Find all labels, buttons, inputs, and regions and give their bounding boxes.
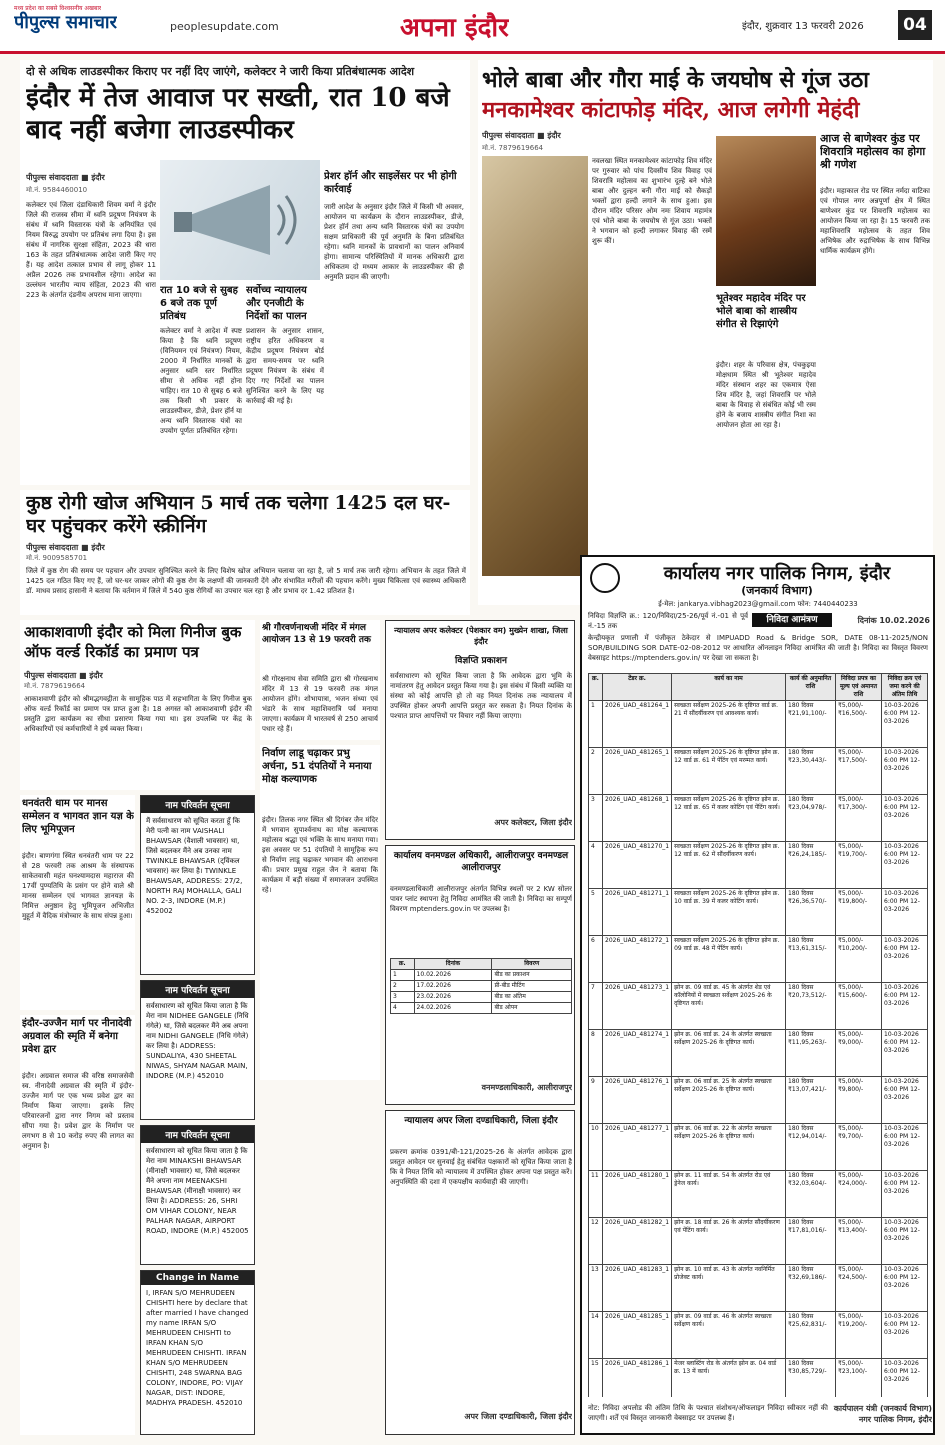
- byline: पीपुल्स संवाददाता ■ इंदौर: [482, 131, 561, 140]
- table-cell: झोन क्र. 06 वार्ड क्र. 24 के अंतर्गत स्वच्छता सर्वेक्षण 2025-26 के दृष्टिगत कार्य।: [672, 1030, 786, 1077]
- story-body: इंदौर। तिलक नगर स्थित श्री दिगंबर जैन मंदिर में भगवान सुपार्श्वनाथ का मोक्ष कल्याणक महोत्सव श्रद्धा एवं भक्ति के साथ मनाया गया। इस अवसर पर 51 दंपतियों ने सामूहिक रूप से निर्वाण लाडू चढ़ाकर भगवान की आराधना की। प्रचार प्रमुख राहुल जैन ने बताया कि कार्यक्रम में बड़ी संख्या में समाजजन उपस्थित रहे।: [262, 816, 378, 894]
- table-cell: 11: [589, 1171, 603, 1218]
- table-cell: स्वच्छता सर्वेक्षण 2025-26 के दृष्टिगत झोन क्र. 12 वार्ड क्र. 61 में पेंटिंग एवं मरम्मत कार्य।: [672, 748, 786, 795]
- story-akashvani: [20, 620, 255, 790]
- notice-heading: नाम परिवर्तन सूचना: [141, 981, 254, 998]
- subhead-court: सर्वोच्च न्यायालय और एनजीटी के निर्देशों का पालन: [246, 285, 307, 322]
- table-cell: 8: [589, 1030, 603, 1077]
- table-cell: मेजर ब्लास्टिंग रोड के अंतर्गत झोन क्र. 04 वार्ड क्र. 13 में कार्य।: [672, 1359, 786, 1398]
- section-title: अपना इंदौर: [400, 13, 509, 43]
- table-header: विवरण: [492, 959, 572, 970]
- story-body: नवलखा स्थित मनकामेश्वर कांटाफोड़ शिव मंदिर पर गुरुवार को पांच दिवसीय शिव विवाह एवं शिवरात्रि महोत्सव का शुभारंभ दूल्हे बने भोले बाबा और दुल्हन बनी गौरा माई को सैकड़ों भक्तों द्वारा हल्दी लगाने के साथ हुआ। इस दौरान मंदिर परिसर ओम नमः शिवाय महामंत्र एवं भोले बाबा के जयघोष से गूंज उठा। भक्तों ने भगवान को हल्दी लगाकर विवाह की रस्में शुरू कीं।: [592, 157, 712, 245]
- table-cell: 10.02.2026: [414, 970, 492, 981]
- tender-date: दिनांक 10.02.2026: [857, 616, 930, 625]
- table-row: [589, 1077, 928, 1124]
- table-cell: बीड ओपन: [492, 1003, 572, 1014]
- table-cell: झोन क्र. 10 वार्ड क्र. 43 के अंतर्गत नवनिर्मित प्रोजेक्ट कार्य।: [672, 1265, 786, 1312]
- table-cell: 180 दिवस ₹30,85,729/-: [786, 1359, 836, 1398]
- tender-title: कार्यालय नगर पालिक निगम, इंदौर: [663, 563, 891, 584]
- table-cell: 2026_UAD_481282_1: [603, 1218, 672, 1265]
- emblem-icon: [590, 563, 620, 593]
- table-header: क्र.: [391, 959, 415, 970]
- tender-banner: निविदा आमंत्रण: [752, 613, 832, 627]
- table-row: [589, 1171, 928, 1218]
- table-cell: 1: [391, 970, 415, 981]
- municipal-tender: [580, 555, 935, 1435]
- table-cell: 10-03-2026 6:00 PM 12-03-2026: [882, 1171, 928, 1218]
- tender-email: ई-मेल: jankarya.vibhag2023@gmail.com फोन: 7440440233: [658, 600, 858, 608]
- table-cell: बीड का अंतिम: [492, 992, 572, 1003]
- story-body: इंदौर। अग्रवाल समाज की वरिष्ठ समाजसेवी स्व. नीनादेवी अग्रवाल की स्मृति में इंदौर-उज्जैन मार्ग पर एक भव्य प्रवेश द्वार का निर्माण किया जाएगा। इसके लिए परिवारजनों द्वारा नगर निगम को प्रस्ताव सौंपा गया है। प्रवेश द्वार के निर्माण पर लगभग 8 से 10 करोड़ रुपए की लागत का अनुमान है।: [22, 1072, 134, 1150]
- table-cell: ₹5,000/- ₹23,100/-: [836, 1359, 882, 1398]
- story-kicker: भोले बाबा और गौरा माई के जयघोष से गूंज उठा: [482, 67, 869, 93]
- story-headline[interactable]: निर्वाण लाडू चढ़ाकर प्रभु अर्चना, 51 दंपतियों ने मनाया मोक्ष कल्याणक: [262, 748, 372, 785]
- table-cell: स्वच्छता सर्वेक्षण 2025-26 के दृष्टिगत झोन क्र. 09 वार्ड क्र. 48 में पेंटिंग कार्य।: [672, 936, 786, 983]
- table-cell: झोन क्र. 18 वार्ड क्र. 26 के अंतर्गत सौंदर्यीकरण एवं पेंटिंग कार्य।: [672, 1218, 786, 1265]
- temple-photo: [482, 156, 588, 576]
- tender-signer: कार्यपालन यंत्री (जनकार्य विभाग) नगर पालिक निगम, इंदौर: [833, 1404, 932, 1424]
- notice-text: सर्वसाधारण को सूचित किया जाता है कि मेरा नाम NIDHEE GANGELE (निधि गंगेले) था, जिसे बदलकर मैंने अब अपना नाम NIDHI GANGELE (निधि गंगेले) कर लिया है। ADDRESS: SUNDALIYA, 430 SHEETAL NIWAS, SHYAM NAGAR MAIN, INDORE (M.P.) 452010: [146, 1002, 249, 1080]
- notice-signature: वनमण्डलाधिकारी, आलीराजपुर: [481, 1083, 572, 1092]
- table-cell: 10-03-2026 6:00 PM 12-03-2026: [882, 936, 928, 983]
- name-change-notice: [140, 795, 255, 975]
- table-row: [589, 842, 928, 889]
- table-cell: 2026_UAD_481272_1: [603, 936, 672, 983]
- table-cell: झोन क्र. 09 वार्ड क्र. 46 के अंतर्गत स्वच्छता सर्वेक्षण कार्य।: [672, 1312, 786, 1359]
- table-cell: 2026_UAD_481271_1: [603, 889, 672, 936]
- tender-table: [588, 673, 928, 1397]
- story-headline[interactable]: इंदौर में तेज आवाज पर सख्ती, रात 10 बजे बाद नहीं बजेगा लाउडस्पीकर: [26, 83, 450, 145]
- table-cell: 10-03-2026 6:00 PM 12-03-2026: [882, 1359, 928, 1398]
- table-row: [391, 1003, 572, 1014]
- table-row: [391, 981, 572, 992]
- table-cell: 1: [589, 701, 603, 748]
- table-cell: स्वच्छता सर्वेक्षण 2025-26 के दृष्टिगत झोन क्र. 10 वार्ड क्र. 39 में कलर कोटिंग कार्य।: [672, 889, 786, 936]
- table-cell: 10-03-2026 6:00 PM 12-03-2026: [882, 842, 928, 889]
- table-cell: 13: [589, 1265, 603, 1312]
- table-cell: 180 दिवस ₹20,73,512/-: [786, 983, 836, 1030]
- table-cell: 180 दिवस ₹26,36,570/-: [786, 889, 836, 936]
- table-cell: ₹5,000/- ₹24,500/-: [836, 1265, 882, 1312]
- story-dhanvantari: [20, 795, 135, 1010]
- story-body: आकाशवाणी इंदौर को श्रीमद्भगवद्गीता के सामूहिक पाठ में सहभागिता के लिए गिनीज बुक ऑफ वर्ल्ड रिकॉर्ड का प्रमाण पत्र प्राप्त हुआ है। 18 अगस्त को आकाशवाणी इंदौर की प्रस्तुति द्वारा कार्यक्रम का सीधा प्रसारण किया गया था। इस उपलब्धि पर केंद्र के अधिकारियों एवं कर्मचारियों ने हर्ष व्यक्त किया।: [24, 695, 252, 733]
- table-row: [391, 992, 572, 1003]
- photo-caption: भूतेश्वर महादेव मंदिर पर भोले बाबा को शास्त्रीय संगीत से रिझाएंगे: [716, 293, 806, 330]
- table-cell: 12: [589, 1218, 603, 1265]
- mobile-number: मो.नं. 9584460010: [26, 186, 88, 194]
- caption-body: इंदौर। शहर के परिवास क्षेत्र, पंचकुइया मोक्षधाम स्थित श्री भूतेश्वर महादेव मंदिर संस्थान शहर का एकमात्र ऐसा शिव मंदिर है, जहां शिवरात्रि पर भोले बाबा के विवाह से संबंधित कोई भी रस्म होने के बजाय शास्त्रीय संगीत निशा का आयोजन होता आ रहा है।: [716, 361, 816, 429]
- notice-body: वनमण्डलाधिकारी आलीराजपुर अंतर्गत विभिन्न स्थलों पर 2 KW सोलर पावर प्लांट स्थापना हेतु निविदा आमंत्रित की जाती है। निविदा का सम्पूर्ण विवरण mptenders.gov.in पर उपलब्ध है।: [390, 885, 572, 913]
- subhead-body: जारी आदेश के अनुसार इंदौर जिले में किसी भी अवसर, आयोजन या कार्यक्रम के दौरान लाउडस्पीकर, डीजे, प्रेशर हॉर्न तथा अन्य ध्वनि विस्तारक यंत्रों का उपयोग सक्षम प्राधिकारी की पूर्व अनुमति के बिना प्रतिबंधित रहेगा। ध्वनि मानकों के प्रावधानों का पालन अनिवार्य होगा। सामान्य परिस्थितियों में मानक अधिकारी द्वारा अधिकतम दो मध्यम आकार के लाउडस्पीकर की ही अनुमति प्रदान की जाएगी।: [324, 203, 464, 281]
- table-row: [589, 1359, 928, 1398]
- table-cell: झोन क्र. 06 वार्ड क्र. 22 के अंतर्गत स्वच्छता सर्वेक्षण 2025-26 के दृष्टिगत कार्य।: [672, 1124, 786, 1171]
- story-body: जिले में कुष्ठ रोग की समय पर पहचान और उपचार सुनिश्चित करने के लिए विशेष खोज अभियान चलाया जा रहा है, जो 5 मार्च तक जारी रहेगा। अभियान के तहत जिले में 1425 दल गठित किए गए हैं, जो घर-घर जाकर लोगों की कुष्ठ रोग के लक्षणों की जानकारी देंगे और संभावित मरीजों की पहचान करेंगे। मुख्य चिकित्सा एवं स्वास्थ्य अधिकारी डॉ. माधव प्रसाद हासानी ने बताया कि वर्तमान में जिले में 540 कुष्ठ रोगियों का उपचार चल रहा है और प्रभाव दर 1.42 प्रतिशत है।: [26, 567, 466, 595]
- notice-body: सर्वसाधारण को सूचित किया जाता है कि आवेदक द्वारा भूमि के नामांतरण हेतु आवेदन प्रस्तुत किया गया है। इस संबंध में किसी व्यक्ति या संस्था को कोई आपत्ति हो तो वह नियत दिनांक तक न्यायालय में उपस्थित होकर अपनी आपत्ति प्रस्तुत कर सकता है। नियत दिनांक के पश्चात प्राप्त आपत्तियों पर विचार नहीं किया जाएगा।: [390, 672, 572, 720]
- table-row: [589, 748, 928, 795]
- tender-department: (जनकार्य विभाग): [741, 584, 813, 597]
- table-cell: ₹5,000/- ₹15,600/-: [836, 983, 882, 1030]
- table-cell: 10-03-2026 6:00 PM 12-03-2026: [882, 1030, 928, 1077]
- table-cell: 24.02.2026: [414, 1003, 492, 1014]
- table-cell: 180 दिवस ₹26,24,185/-: [786, 842, 836, 889]
- story-entry-gate: [20, 1015, 135, 1435]
- table-cell: ₹5,000/- ₹13,400/-: [836, 1218, 882, 1265]
- table-cell: 10-03-2026 6:00 PM 12-03-2026: [882, 748, 928, 795]
- notice-heading: कार्यालय वनमण्डल अधिकारी, आलीराजपुर वनमण्डल आलीराजपुर: [393, 851, 569, 873]
- newspaper-brand: पीपुल्स समाचार: [14, 12, 117, 33]
- table-cell: 180 दिवस ₹13,07,421/-: [786, 1077, 836, 1124]
- table-header: कार्य का नाम: [672, 674, 786, 701]
- table-cell: ₹5,000/- ₹16,500/-: [836, 701, 882, 748]
- story-body: श्री गोरक्षनाथ सेवा समिति द्वारा श्री गोरखनाथ मंदिर में 13 से 19 फरवरी तक मंगल आयोजन होंगे। शोभायात्रा, भजन संध्या एवं भंडारे के साथ महाशिवरात्रि पर्व मनाया जाएगा। कार्यक्रम में भारतवर्ष से 250 आचार्य पधार रहे हैं।: [262, 675, 378, 733]
- table-cell: 10-03-2026 6:00 PM 12-03-2026: [882, 701, 928, 748]
- megaphone-icon: [160, 160, 320, 280]
- story-kicker: दो से अधिक लाउडस्पीकर किराए पर नहीं दिए जाएंगे, कलेक्टर ने जारी किया प्रतिबंधात्मक आदेश: [26, 65, 415, 78]
- table-header: निविदा प्रपत्र का मूल्य एवं अमानत राशि: [836, 674, 882, 701]
- byline: पीपुल्स संवाददाता ■ इंदौर: [26, 173, 105, 182]
- table-cell: 2026_UAD_481264_1: [603, 701, 672, 748]
- table-row: [589, 1218, 928, 1265]
- table-cell: 10-03-2026 6:00 PM 12-03-2026: [882, 983, 928, 1030]
- table-cell: 180 दिवस ₹12,94,014/-: [786, 1124, 836, 1171]
- notice-heading: नाम परिवर्तन सूचना: [141, 1126, 254, 1143]
- story-temple: [478, 60, 933, 605]
- masthead: [0, 0, 945, 54]
- table-cell: ₹5,000/- ₹24,000/-: [836, 1171, 882, 1218]
- table-cell: 23.02.2026: [414, 992, 492, 1003]
- subhead-body: कलेक्टर वर्मा ने आदेश में स्पष्ट किया है कि ध्वनि प्रदूषण (विनियमन एवं नियंत्रण) नियम, 2000 में निर्धारित मानकों के अनुसार ध्वनि स्तर निर्धारित सीमा से अधिक नहीं होना चाहिए। रात 10 से सुबह 6 बजे तक किसी भी प्रकार के लाउडस्पीकर, डीजे, प्रेशर हॉर्न या अन्य ध्वनि विस्तारक यंत्रों का उपयोग पूर्णतः प्रतिबंधित रहेगा।: [160, 327, 242, 435]
- loudspeaker-photo: [160, 160, 320, 280]
- story-gorakhnath: [260, 620, 380, 740]
- table-row: [589, 701, 928, 748]
- notice-body: प्रकरण क्रमांक 0391/बी-121/2025-26 के अंतर्गत आवेदक द्वारा प्रस्तुत आवेदन पर सुनवाई हेतु संबंधित पक्षकारों को सूचित किया जाता है कि वे नियत तिथि को न्यायालय में उपस्थित होकर अपना पक्ष प्रस्तुत करें। अनुपस्थिति की दशा में एकपक्षीय कार्यवाही की जाएगी।: [390, 1148, 572, 1186]
- table-cell: स्वच्छता सर्वेक्षण 2025-26 के दृष्टिगत वार्ड क्र. 21 में सौंदर्यीकरण एवं आवश्यक कार्य।: [672, 701, 786, 748]
- table-cell: 10-03-2026 6:00 PM 12-03-2026: [882, 1265, 928, 1312]
- table-row: [391, 970, 572, 981]
- notice-subheading: विज्ञप्ति प्रकाशन: [455, 656, 507, 666]
- table-header: क्र.: [589, 674, 603, 701]
- story-body: इंदौर। बाणगंगा स्थित धनवंतरी धाम पर 22 से 28 फरवरी तक आश्रम के संस्थापक साकेतवासी महंत घनश्यामदास महाराज की 17वीं पुण्यतिथि के प्रसंग पर होने वाले श्री मानस सम्मेलन एवं भागवत ज्ञानयज्ञ के निमित्त अनुष्ठान हेतु भूमिपूजन अभिजीत मुहूर्त में वैदिक मंत्रोच्चार के साथ संपन्न हुआ।: [22, 852, 134, 920]
- tender-notice-no: निविदा विज्ञप्ति क्र.: 120/निविदा/25-26/पूर्व नं.-01 से पूर्व नं.-15 तक: [588, 612, 748, 630]
- table-cell: 5: [589, 889, 603, 936]
- table-row: [589, 983, 928, 1030]
- tender-table-grid: [588, 673, 928, 1397]
- table-cell: झोन क्र. 11 वार्ड क्र. 54 के अंतर्गत रोड एवं ड्रेनेज कार्य।: [672, 1171, 786, 1218]
- table-cell: ₹5,000/- ₹17,500/-: [836, 748, 882, 795]
- story-headline[interactable]: आकाशवाणी इंदौर को मिला गिनीज बुक ऑफ वर्ल्ड रिकॉर्ड का प्रमाण पत्र: [24, 623, 242, 661]
- table-row: [589, 1030, 928, 1077]
- table-cell: झोन क्र. 09 वार्ड क्र. 45 के अंतर्गत शेड एवं कॉलोनियों में स्वच्छता सर्वेक्षण 2025-26 के दृष्टिगत कार्य।: [672, 983, 786, 1030]
- table-cell: 10: [589, 1124, 603, 1171]
- name-change-notice: [140, 1125, 255, 1265]
- subhead-night-ban: रात 10 बजे से सुबह 6 बजे तक पूर्ण प्रतिबंध: [160, 285, 238, 322]
- notice-signature: अपर जिला दण्डाधिकारी, जिला इंदौर: [464, 1412, 572, 1421]
- table-cell: 180 दिवस ₹21,91,100/-: [786, 701, 836, 748]
- table-cell: 180 दिवस ₹11,95,263/-: [786, 1030, 836, 1077]
- table-header: दिनांक: [414, 959, 492, 970]
- story-headline[interactable]: इंदौर-उज्जैन मार्ग पर नीनादेवी अग्रवाल की स्मृति में बनेगा प्रवेश द्वार: [22, 1018, 132, 1055]
- table-cell: 2026_UAD_481280_1: [603, 1171, 672, 1218]
- table-cell: ₹5,000/- ₹19,800/-: [836, 889, 882, 936]
- table-header: टेंडर क्र.: [603, 674, 672, 701]
- table-cell: 180 दिवस ₹23,30,443/-: [786, 748, 836, 795]
- court-notice: [385, 1110, 575, 1435]
- aside-headline: आज से बाणेश्वर कुंड पर शिवरात्रि महोत्सव का होगा श्री गणेश: [820, 132, 926, 171]
- notice-signature: अपर कलेक्टर, जिला इंदौर: [494, 818, 572, 827]
- table-row: [589, 889, 928, 936]
- table-cell: 180 दिवस ₹32,69,186/-: [786, 1265, 836, 1312]
- notice-heading: न्यायालय अपर जिला दण्डाधिकारी, जिला इंदौर: [404, 1116, 558, 1126]
- table-cell: 180 दिवस ₹32,03,604/-: [786, 1171, 836, 1218]
- table-cell: ₹5,000/- ₹19,700/-: [836, 842, 882, 889]
- table-row: [589, 1312, 928, 1359]
- table-cell: 2026_UAD_481265_1: [603, 748, 672, 795]
- table-header: निविदा क्रय एवं जमा करने की अंतिम तिथि: [882, 674, 928, 701]
- legal-notice: [385, 620, 575, 840]
- table-cell: 17.02.2026: [414, 981, 492, 992]
- brand-tagline: मध्य प्रदेश का सबसे विश्वसनीय अखबार: [14, 5, 102, 12]
- subhead-pressure-horn: प्रेशर हॉर्न और साइलेंसर पर भी होगी कार्रवाई: [324, 171, 457, 195]
- notice-text: I, IRFAN S/O MEHRUDEEN CHISHTI here by declare that after married I have changed my name IRFAN S/O MEHRUDEEN CHISHTI to IRFAN KHAN S/O MEHRUDEEN CHISHTI. IRFAN KHAN S/O MEHRUDEEN CHISHTI, 248 SWARNA BAG COLONY, INDORE, PO: VIJAY NAGAR, DIST: INDORE, MADHYA PRADESH. 452010: [146, 1289, 249, 1407]
- table-cell: 10-03-2026 6:00 PM 12-03-2026: [882, 1124, 928, 1171]
- table-row: [589, 1124, 928, 1171]
- table-cell: 6: [589, 936, 603, 983]
- table-cell: 2026_UAD_481274_1: [603, 1030, 672, 1077]
- subhead-body: प्रशासन के अनुसार शासन, राष्ट्रीय हरित अधिकरण व केंद्रीय प्रदूषण नियंत्रण बोर्ड द्वारा समय-समय पर ध्वनि प्रदूषण नियंत्रण के संबंध में दिए गए निर्देशों का पालन सुनिश्चित करने के लिए यह कार्रवाई की गई है।: [246, 327, 324, 405]
- table-cell: 14: [589, 1312, 603, 1359]
- table-cell: 2026_UAD_481283_1: [603, 1265, 672, 1312]
- table-cell: 2: [589, 748, 603, 795]
- table-cell: 9: [589, 1077, 603, 1124]
- forest-tender-notice: [385, 845, 575, 1105]
- story-headline[interactable]: कुष्ठ रोगी खोज अभियान 5 मार्च तक चलेगा 1425 दल घर-घर पहुंचकर करेंगे स्क्रीनिंग: [26, 492, 451, 537]
- table-cell: ₹5,000/- ₹9,800/-: [836, 1077, 882, 1124]
- table-cell: 180 दिवस ₹25,62,831/-: [786, 1312, 836, 1359]
- story-body: कलेक्टर एवं जिला दंडाधिकारी शिवम वर्मा ने इंदौर जिले की राजस्व सीमा में ध्वनि प्रदूषण नियंत्रण के संबंध में ध्वनि विस्तारक यंत्रों के अनियंत्रित एवं नियम विरुद्ध उपयोग पर प्रतिबंध लगा दिया है। इस संबंध में नागरिक सुरक्षा संहिता, 2023 की धारा 163 के तहत प्रतिबंधात्मक आदेश जारी किए गए हैं। यह आदेश तत्काल प्रभाव से लागू होकर 11 अप्रैल 2026 तक प्रभावशील रहेगा। आदेश का उल्लंघन भारतीय न्याय संहिता, 2023 की धारा 223 के अंतर्गत दंडनीय अपराध माना जाएगा।: [26, 201, 156, 299]
- table-cell: 10-03-2026 6:00 PM 12-03-2026: [882, 795, 928, 842]
- notice-heading: न्यायालय अपर कलेक्टर (पेशकार वम) मुख्येन शाखा, जिला इंदौर: [394, 626, 568, 646]
- table-cell: 2: [391, 981, 415, 992]
- schedule-table: [390, 958, 572, 1068]
- aside-body: इंदौर। महाकाल रोड पर स्थित नर्मदा वाटिका एवं गोपाल नगर अन्नपूर्णा क्षेत्र में स्थित बाणेश्वर कुंड पर शिवरात्रि महोत्सव का आयोजन किया जा रहा है। 15 फरवरी तक महाशिवरात्रि महोत्सव के तहत शिव अभिषेक और रुद्राभिषेक के साथ विभिन्न धार्मिक कार्यक्रम होंगे।: [820, 187, 930, 255]
- table-cell: 10-03-2026 6:00 PM 12-03-2026: [882, 1218, 928, 1265]
- table-cell: 7: [589, 983, 603, 1030]
- table-cell: 180 दिवस ₹13,61,315/-: [786, 936, 836, 983]
- table-cell: 2026_UAD_481285_1: [603, 1312, 672, 1359]
- table-cell: स्वच्छता सर्वेक्षण 2025-26 के दृष्टिगत झोन क्र. 12 वार्ड क्र. 65 में कलर कोटिंग एवं पेंटिंग कार्य।: [672, 795, 786, 842]
- notice-heading: नाम परिवर्तन सूचना: [141, 796, 254, 813]
- table-cell: 3: [589, 795, 603, 842]
- table-cell: 4: [589, 842, 603, 889]
- name-change-notice: [140, 980, 255, 1120]
- table-header: कार्य की अनुमानित राशि: [786, 674, 836, 701]
- table-cell: ₹5,000/- ₹17,300/-: [836, 795, 882, 842]
- tender-intro: केन्द्रीयकृत प्रणाली में पंजीकृत ठेकेदार से IMPUADD Road & Bridge SOR, DATE 08-11-2025/NON SOR/BUILDING SOR DATE-02-08-2012 पर आधारित ऑनलाइन निविदा आमंत्रित की जाती है। निविदा का विस्तृत विवरण वेबसाइट https://mptenders.gov.in/ पर देखा जा सकता है।: [588, 634, 928, 662]
- table-cell: 3: [391, 992, 415, 1003]
- table-row: [589, 936, 928, 983]
- mobile-number: मो.नं. 9009585701: [26, 554, 88, 562]
- table-cell: 10-03-2026 6:00 PM 12-03-2026: [882, 889, 928, 936]
- table-cell: प्री-बीड मीटिंग: [492, 981, 572, 992]
- mobile-number: मो.नं. 7879619664: [24, 682, 86, 690]
- table-cell: 2026_UAD_481276_1: [603, 1077, 672, 1124]
- notice-heading: Change in Name: [141, 1271, 254, 1285]
- table-cell: बीड का प्रकाशन: [492, 970, 572, 981]
- table-cell: 2026_UAD_481268_1: [603, 795, 672, 842]
- byline: पीपुल्स संवाददाता ■ इंदौर: [24, 671, 103, 680]
- table-cell: 2026_UAD_481270_1: [603, 842, 672, 889]
- table-row: [589, 1265, 928, 1312]
- table-cell: स्वच्छता सर्वेक्षण 2025-26 के दृष्टिगत झोन क्र. 12 वार्ड क्र. 62 में सौंदर्यीकरण कार्य।: [672, 842, 786, 889]
- table-cell: ₹5,000/- ₹9,000/-: [836, 1030, 882, 1077]
- story-headline[interactable]: मनकामेश्वर कांटाफोड़ मंदिर, आज लगेगी मेहंदी: [482, 97, 860, 123]
- story-headline[interactable]: श्री गौरवर्णनाथजी मंदिर में मंगल आयोजन 13 से 19 फरवरी तक: [262, 623, 371, 645]
- table-cell: 2026_UAD_481273_1: [603, 983, 672, 1030]
- table-cell: 2026_UAD_481286_1: [603, 1359, 672, 1398]
- table-cell: 180 दिवस ₹23,04,978/-: [786, 795, 836, 842]
- notice-text: मैं सर्वसाधारण को सूचित करता हूँ कि मेरी पत्नी का नाम VAISHALI BHAWSAR (वैशाली भावसार) था, जिसे बदलकर मैंने अब उनका नाम TWINKLE BHAWSAR (ट्विंकल भावसार) कर लिया है। TWINKLE BHAWSAR, ADDRESS: 27/2, NORTH RAJ MOHALLA, GALI NO. 2-3, INDORE (M.P.) 452002: [146, 817, 243, 915]
- table-cell: ₹5,000/- ₹10,200/-: [836, 936, 882, 983]
- story-moksha-kalyanak: [260, 745, 380, 1080]
- mobile-number: मो.नं. 7879619664: [482, 144, 544, 152]
- byline: पीपुल्स संवाददाता ■ इंदौर: [26, 543, 105, 552]
- notice-text: सर्वसाधारण को सूचित किया जाता है कि मेरा नाम MINAKSHI BHAWSAR (मीनाक्षी भावसार) था, जिसे बदलकर मैंने अपना नाम MEENAKSHI BHAWSAR (मीनाक्षी भावसार) कर लिया है। ADDRESS: 26, SHRI OM VIHAR COLONY, NEAR PALHAR NAGAR, AIRPORT ROAD, INDORE (M.P.) 452005: [146, 1147, 249, 1235]
- table-cell: 15: [589, 1359, 603, 1398]
- page-number: 04: [898, 10, 932, 40]
- table-cell: 10-03-2026 6:00 PM 12-03-2026: [882, 1077, 928, 1124]
- table-cell: 10-03-2026 6:00 PM 12-03-2026: [882, 1312, 928, 1359]
- table-cell: ₹5,000/- ₹9,700/-: [836, 1124, 882, 1171]
- website-link[interactable]: peoplesupdate.com: [170, 20, 279, 33]
- story-headline[interactable]: धनवंतरी धाम पर मानस सम्मेलन व भागवत ज्ञान यज्ञ के लिए भूमिपूजन: [22, 798, 134, 835]
- table-row: [589, 795, 928, 842]
- table-cell: झोन क्र. 06 वार्ड क्र. 25 के अंतर्गत स्वच्छता सर्वेक्षण 2025-26 के दृष्टिगत कार्य।: [672, 1077, 786, 1124]
- schedule-table-grid: [390, 958, 572, 1014]
- table-cell: 180 दिवस ₹17,81,016/-: [786, 1218, 836, 1265]
- table-cell: 4: [391, 1003, 415, 1014]
- table-cell: ₹5,000/- ₹19,200/-: [836, 1312, 882, 1359]
- name-change-notice: [140, 1270, 255, 1435]
- table-cell: 2026_UAD_481277_1: [603, 1124, 672, 1171]
- story-leprosy: [20, 490, 470, 615]
- story-loudspeaker: [20, 60, 470, 485]
- ritual-photo: [716, 136, 816, 286]
- dateline: इंदौर, शुक्रवार 13 फरवरी 2026: [742, 21, 864, 32]
- tender-footer-note: नोट: निविदा अपलोड की अंतिम तिथि के पश्चात संशोधन/ऑफलाइन निविदा स्वीकार नहीं की जाएगी। शर्तें एवं विस्तृत जानकारी वेबसाइट पर उपलब्ध हैं।: [588, 1404, 828, 1422]
